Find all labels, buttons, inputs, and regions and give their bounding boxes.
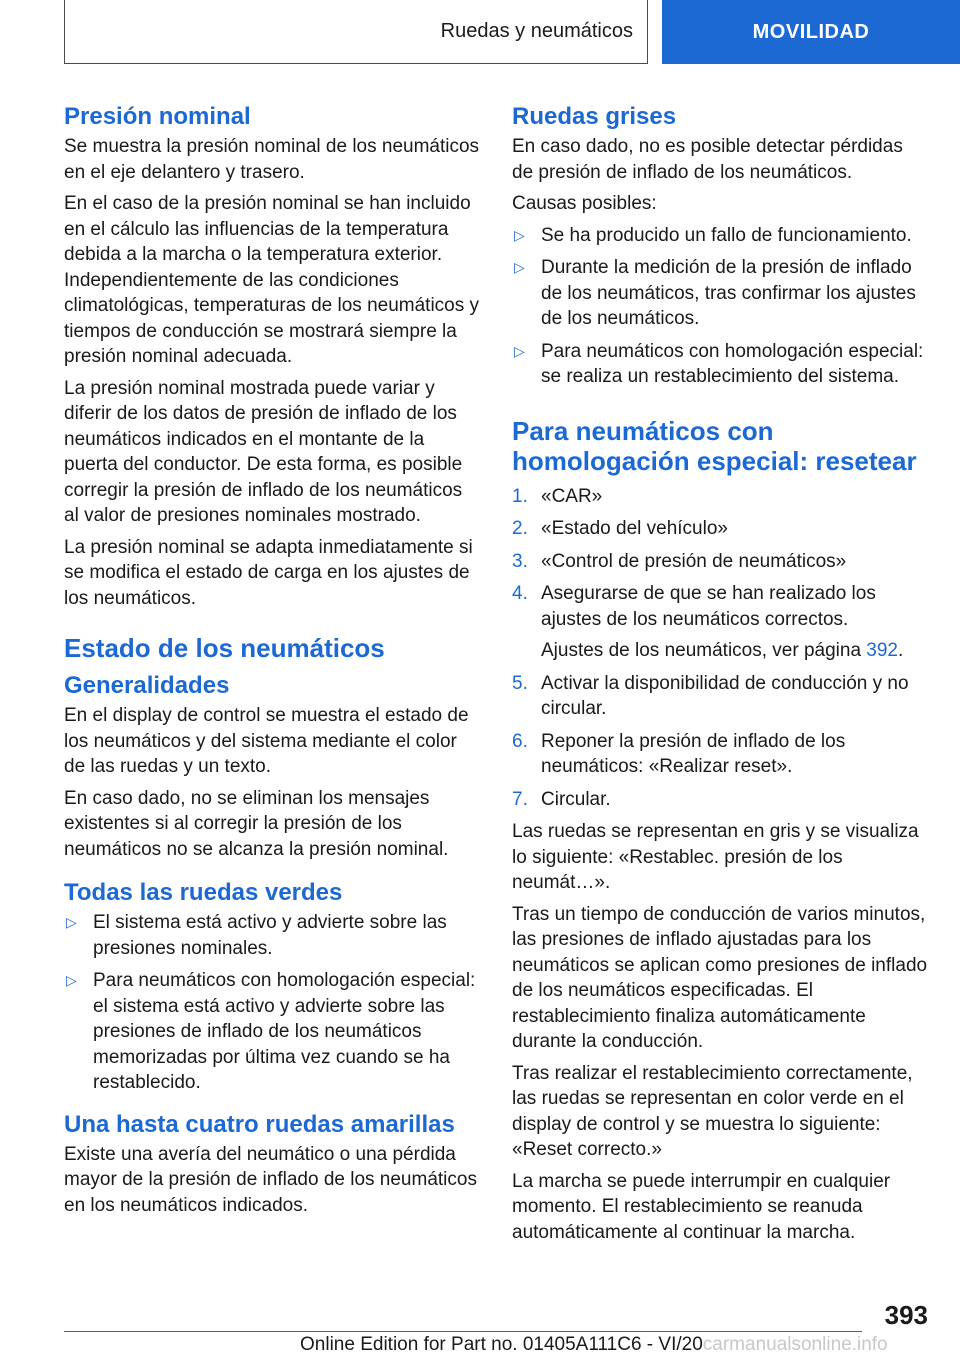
step-item: 3. «Control de presión de neumáticos» [512,550,847,572]
list-item: ▷ Se ha producido un fallo de funcionamiento. [512,223,928,249]
triangle-bullet-icon: ▷ [514,226,525,243]
list-item: ▷ El sistema está activo y advierte sobre las presiones nominales. [66,912,447,959]
heading-estado-neumaticos: Estado de los neumáticos [64,633,385,663]
step-item: 7. Circular. [512,788,611,810]
step-note: Ajustes de los neumáticos, ver página 392. [541,640,904,661]
list-item: ▷ Durante la medición de la presión de inflado de los neumáticos, tras confirmar los ajustes de los neumáticos. [514,257,916,329]
page-reference-link[interactable]: 392 [866,640,898,661]
paragraph: Las ruedas se representan en gris y se visualiza lo siguiente: «Restablec. presión de los neumát…». [512,821,919,893]
header-chapter-tab[interactable]: MOVILIDAD [662,0,960,64]
paragraph: En el caso de la presión nominal se han incluido en el cálculo las influencias de la temperatura debida a la marcha o la temperatura exterior. Independientemente de las condiciones climatológicas, temperaturas de los neumáticos y tiempos de conducción se mostrará siempre la presión nominal adecuada. [64,193,480,367]
list-item: ▷ Para neumáticos con homologación especial: el sistema está activo y advierte sobre las presiones de inflado de los neumáticos memorizadas por última vez cuando se ha restablecido. [66,970,476,1093]
paragraph: Causas posibles: [512,193,657,214]
triangle-bullet-icon: ▷ [66,972,77,988]
step-item: 2. «Estado del vehículo» [512,518,728,539]
step-item: 6. Reponer la presión de inflado de los neumáticos: «Realizar reset». [512,730,846,777]
header-section-box [64,0,648,64]
paragraph: Tras realizar el restablecimiento correctamente, las ruedas se representan en color verde en el display de control y se muestra lo siguiente: «Reset correcto.» [512,1062,913,1160]
paragraph: En el display de control se muestra el estado de los neumáticos y del sistema mediante el color de las ruedas y un texto. [64,705,469,777]
heading-ruedas-grises: Ruedas grises [512,103,677,130]
footer-edition: Online Edition for Part no. 01405A111C6 - VI/20carmanualsonline.info [300,1334,888,1355]
triangle-bullet-icon: ▷ [514,342,525,359]
bullet-list-verdes [64,910,480,1096]
step-item: 4. Asegurarse de que se han realizado los ajustes de los neumáticos correctos. Ajustes de los neumáticos, ver página 392. [512,581,928,664]
header-section-title: Ruedas y neumáticos [440,20,633,42]
numbered-steps [512,484,928,813]
step-item: 1. «CAR» [512,485,603,507]
page-number: 393 [884,1300,928,1330]
right-column [512,100,928,1251]
step-item: 5. Activar la disponibilidad de conducción y no circular. [512,672,909,719]
triangle-bullet-icon: ▷ [66,914,77,930]
triangle-bullet-icon: ▷ [514,259,525,275]
heading-ruedas-verdes: Todas las ruedas verdes [64,879,343,906]
heading-resetear: Para neumáticos con homologación especial: resetear [512,415,917,476]
paragraph: La presión nominal se adapta inmediatamente si se modifica el estado de carga en los ajustes de los neumáticos. [64,536,473,609]
footer-divider [64,1331,862,1332]
paragraph: Se muestra la presión nominal de los neumáticos en el eje delantero y trasero. [64,136,480,183]
paragraph: En caso dado, no se eliminan los mensajes existentes si al corregir la presión de los neumáticos no se alcanza la presión nominal. [64,787,449,860]
paragraph: Tras un tiempo de conducción de varios minutos, las presiones de inflado ajustadas para los neumáticos se aplican como presiones de inflado de los neumáticos especificadas. El restablecimiento finaliza automáticamente durante la conducción. [512,903,928,1052]
paragraph: Existe una avería del neumático o una pérdida mayor de la presión de inflado de los neumáticos en los neumáticos indicados. [64,1143,477,1216]
paragraph: En caso dado, no es posible detectar pérdidas de presión de inflado de los neumáticos. [512,136,903,183]
heading-presion-nominal: Presión nominal [64,103,251,130]
paragraph: La marcha se puede interrumpir en cualquier momento. El restablecimiento se reanuda automáticamente al continuar la marcha. [512,1170,891,1243]
paragraph: La presión nominal mostrada puede variar y diferir de los datos de presión de inflado de los neumáticos indicados en el montante de la puerta del conductor. De esta forma, es posible corregir la presión de inflado de los neumáticos al valor de presiones nominales mostrado. [64,377,463,526]
footer-watermark: carmanualsonline.info [702,1334,888,1355]
left-column [64,100,480,1224]
bullet-list-grises [512,223,928,390]
heading-generalidades: Generalidades [64,672,230,699]
heading-ruedas-amarillas: Una hasta cuatro ruedas amarillas [64,1110,455,1138]
list-item: ▷ Para neumáticos con homologación especial: se realiza un restablecimiento del sistema. [514,340,924,387]
